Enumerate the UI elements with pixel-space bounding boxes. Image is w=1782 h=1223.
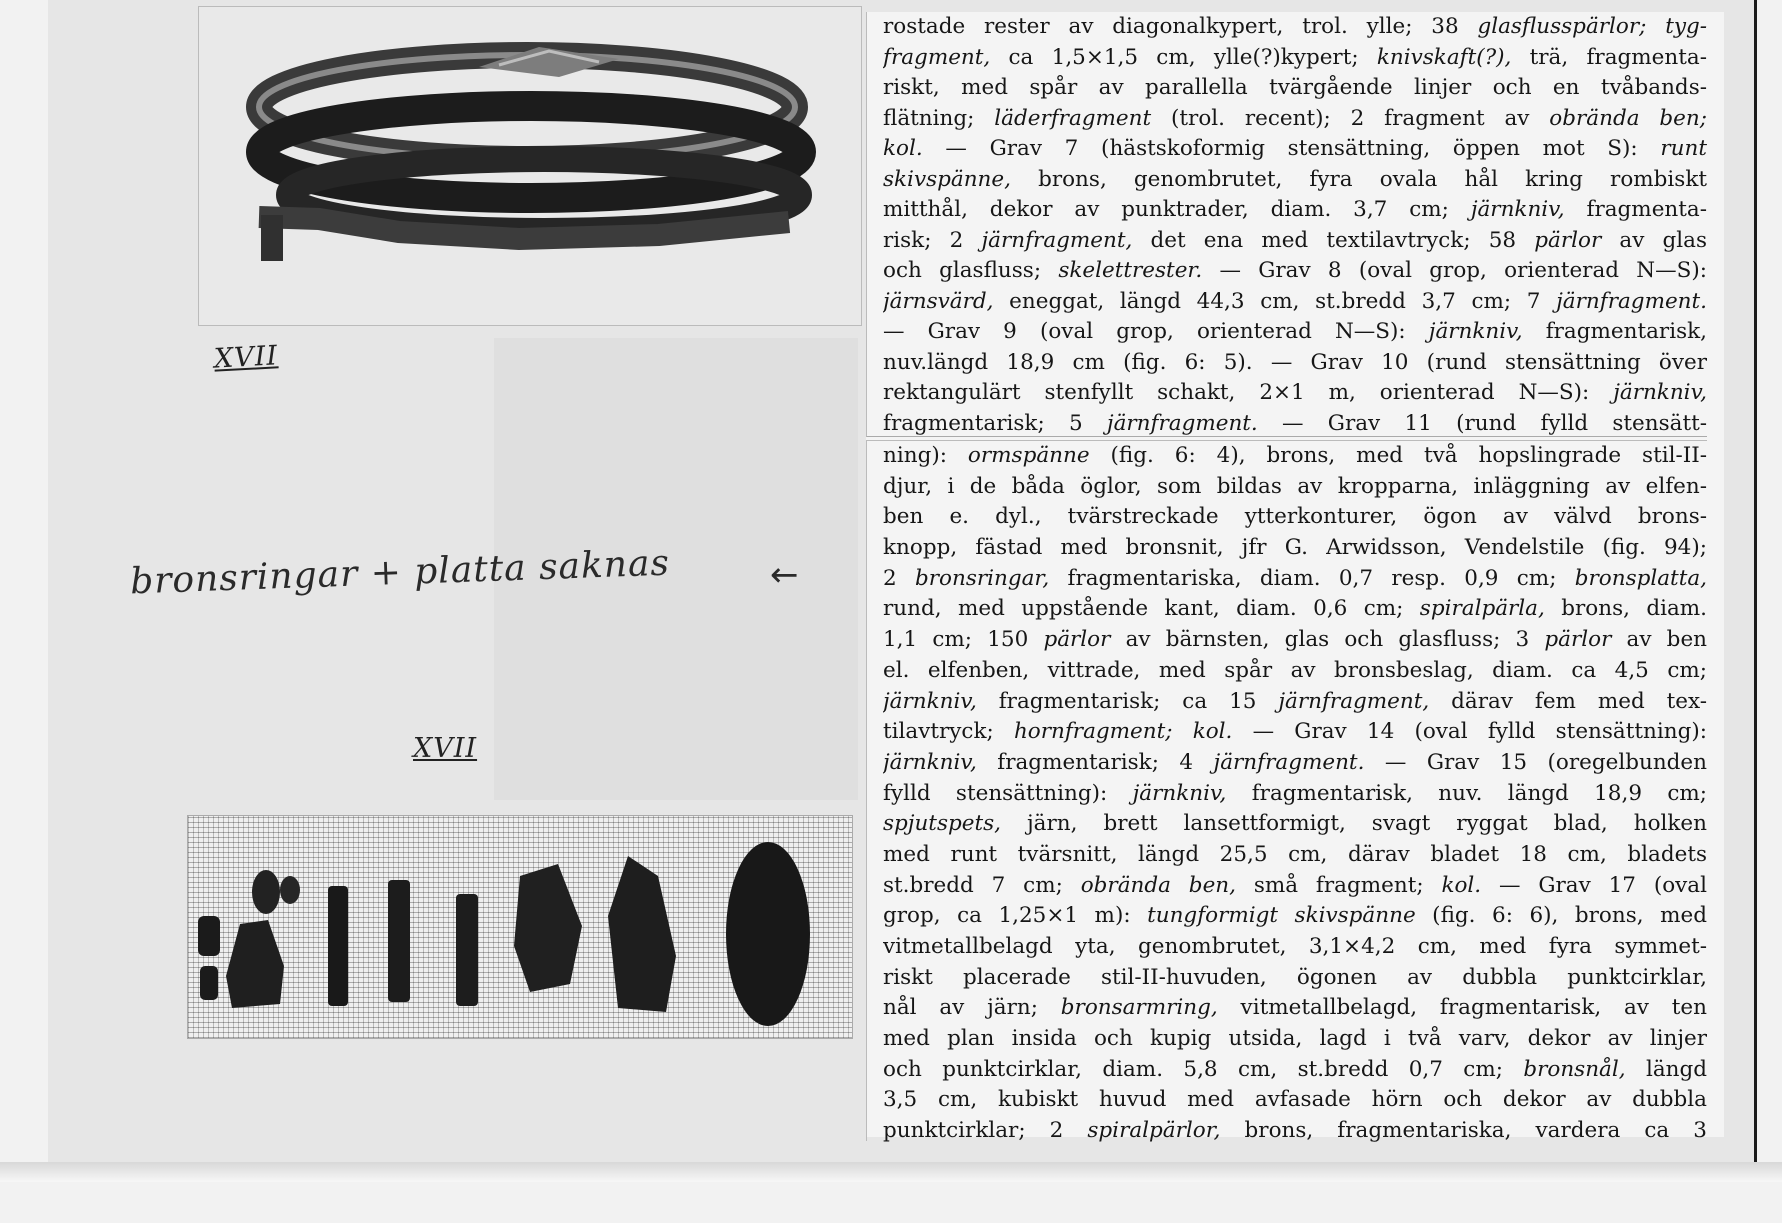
text-segment: fragmentarisk; ca 15 bbox=[976, 688, 1279, 714]
text-segment: djur, i de båda öglor, som bildas av kropparna, inläggning av elfen- bbox=[883, 473, 1707, 499]
arm-ring-image bbox=[199, 7, 861, 325]
iron-fragments-image bbox=[188, 816, 852, 1038]
text-line bbox=[883, 195, 1707, 226]
text-segment: av ben bbox=[1611, 627, 1707, 653]
text-segment: — Grav 7 (hästskoformig stensättning, öppen mot S): bbox=[922, 136, 1661, 161]
text-line bbox=[883, 104, 1707, 135]
text-segment: ca 1,5×1,5 cm, ylle(?)kypert; bbox=[990, 44, 1377, 70]
text-segment: bronsarmring, bbox=[1060, 995, 1218, 1021]
text-segment: järnkniv, bbox=[1428, 319, 1523, 344]
text-segment: — Grav 17 (oval bbox=[1481, 872, 1707, 898]
text-segment: (fig. 6: 6), brons, med bbox=[1415, 903, 1707, 929]
text-segment: grop, ca 1,25×1 m): bbox=[883, 903, 1148, 929]
text-line bbox=[883, 1085, 1707, 1116]
text-segment: pärlor bbox=[1043, 627, 1111, 653]
arrow-left-icon: ← bbox=[770, 555, 799, 595]
text-segment: med runt tvärsnitt, längd 25,5 cm, därav bladet 18 cm, bladets bbox=[883, 841, 1707, 867]
text-line bbox=[883, 932, 1707, 963]
text-segment: riskt placerade stil-II-huvuden, ögonen av dubbla punktcirklar, bbox=[883, 964, 1707, 990]
text-segment: järnkniv, bbox=[883, 749, 977, 775]
catalogue-text-upper bbox=[866, 12, 1707, 437]
text-line bbox=[883, 43, 1707, 74]
text-segment: mitthål, dekor av punktrader, diam. 3,7 cm; bbox=[883, 197, 1471, 222]
text-line bbox=[883, 441, 1707, 472]
text-segment: järnkniv, bbox=[1613, 380, 1707, 405]
text-segment: nål av järn; bbox=[883, 995, 1061, 1021]
text-segment: med plan insida och kupig utsida, lagd i två varv, dekor av linjer bbox=[883, 1026, 1707, 1052]
catalogue-text-lower bbox=[866, 440, 1707, 1144]
text-segment: eneggat, längd 44,3 cm, st.bredd 3,7 cm; 7 bbox=[993, 288, 1557, 314]
text-segment: och glasfluss; bbox=[883, 258, 1059, 283]
text-line bbox=[883, 165, 1707, 196]
text-segment: spiralpärlor, bbox=[1087, 1118, 1221, 1144]
text-line bbox=[883, 256, 1707, 287]
text-segment: pärlor bbox=[1534, 227, 1602, 253]
text-segment: järnfragment, bbox=[1278, 688, 1430, 714]
text-segment: el. elfenben, vittrade, med spår av bronsbeslag, diam. ca 4,5 cm; bbox=[883, 657, 1707, 683]
text-segment: brons, diam. bbox=[1544, 596, 1707, 622]
text-segment: järnfragment, bbox=[981, 227, 1133, 253]
handwritten-note: bronsringar + platta saknas bbox=[129, 542, 671, 603]
text-segment: obrända ben, bbox=[1080, 872, 1236, 898]
text-segment: järnfragment. bbox=[1213, 749, 1365, 775]
text-line bbox=[883, 779, 1707, 810]
figure-label-bottom: XVII bbox=[413, 733, 478, 764]
text-segment: knopp, fästad med bronsnit, jfr G. Arwidsson, Vendelstile (fig. 94); bbox=[883, 535, 1707, 561]
text-segment: rostade rester av diagonalkypert, trol. ylle; 38 bbox=[883, 14, 1478, 39]
text-segment: — Grav 14 (oval fylld stensättning): bbox=[1232, 719, 1707, 745]
text-segment: järnsvärd, bbox=[883, 288, 994, 314]
text-segment: fragment, bbox=[883, 44, 991, 70]
text-segment: bronsnål, bbox=[1523, 1056, 1626, 1082]
text-segment: skelettrester. bbox=[1058, 258, 1203, 283]
text-segment: 2 bbox=[883, 565, 915, 591]
text-line bbox=[883, 12, 1707, 43]
text-line bbox=[883, 502, 1707, 533]
text-line bbox=[883, 594, 1707, 625]
text-segment: trä, fragmenta- bbox=[1511, 44, 1707, 70]
text-segment: fylld stensättning): bbox=[883, 780, 1133, 806]
text-line bbox=[883, 993, 1707, 1024]
text-segment: (fig. 6: 4), brons, med två hopslingrade stil-II- bbox=[1089, 443, 1707, 468]
catalogue-text-panel bbox=[866, 12, 1724, 1144]
text-segment: järnfragment. bbox=[1556, 288, 1707, 314]
text-segment: nuv.längd 18,9 cm (fig. 6: 5). — Grav 10 (rund stensättning över bbox=[883, 349, 1707, 375]
text-segment: fragmenta- bbox=[1564, 197, 1707, 222]
text-line bbox=[883, 687, 1707, 718]
text-segment: runt bbox=[1660, 136, 1707, 161]
text-segment: glasflusspärlor; tyg- bbox=[1477, 14, 1707, 39]
text-segment: hornfragment; kol. bbox=[1013, 719, 1233, 745]
text-segment: brons, fragmentariska, vardera ca 3 bbox=[1220, 1118, 1707, 1144]
text-segment: spiralpärla, bbox=[1419, 596, 1545, 622]
text-line bbox=[883, 564, 1707, 595]
text-segment: järnkniv, bbox=[1470, 197, 1565, 222]
text-segment: järnfragment. bbox=[1106, 410, 1258, 436]
text-segment: riskt, med spår av parallella tvärgående linjer och en tvåbands- bbox=[883, 75, 1707, 100]
text-segment: — Grav 9 (oval grop, orienterad N—S): bbox=[883, 319, 1429, 344]
text-segment: knivskaft(?), bbox=[1376, 44, 1512, 70]
text-segment: fragmentarisk, nuv. längd 18,9 cm; bbox=[1226, 780, 1707, 806]
text-segment: ning): bbox=[883, 443, 968, 468]
text-line bbox=[883, 809, 1707, 840]
text-line bbox=[883, 73, 1707, 104]
text-segment: rund, med uppstående kant, diam. 0,6 cm; bbox=[883, 596, 1420, 622]
text-line bbox=[883, 901, 1707, 932]
text-segment: därav fem med tex- bbox=[1429, 688, 1707, 714]
text-segment: vitmetallbelagd yta, genombrutet, 3,1×4,2 cm, med fyra symmet- bbox=[883, 934, 1707, 959]
text-segment: spjutspets, bbox=[883, 811, 1001, 837]
text-segment: tilavtryck; bbox=[883, 719, 1014, 745]
text-segment: läderfragment bbox=[994, 105, 1152, 131]
text-segment: små fragment; bbox=[1235, 872, 1442, 898]
page-fold-edge bbox=[0, 1162, 1782, 1182]
text-line bbox=[883, 134, 1707, 165]
text-segment: skivspänne, bbox=[883, 166, 1011, 192]
text-line bbox=[883, 287, 1707, 318]
figure-label-top: XVII bbox=[213, 340, 279, 375]
text-segment: av glas bbox=[1601, 227, 1707, 253]
text-line bbox=[883, 472, 1707, 503]
text-line bbox=[883, 409, 1707, 440]
text-segment: brons, genombrutet, fyra ovala hål kring rombiskt bbox=[1010, 166, 1707, 192]
text-segment: — Grav 11 (rund fylld stensätt- bbox=[1257, 410, 1707, 436]
text-segment: pärlor bbox=[1544, 627, 1612, 653]
text-line bbox=[883, 317, 1707, 348]
text-segment: järnkniv, bbox=[1132, 780, 1227, 806]
text-line bbox=[883, 840, 1707, 871]
text-segment: tungformigt skivspänne bbox=[1147, 903, 1416, 929]
text-line bbox=[883, 717, 1707, 748]
text-segment: ben e. dyl., tvärstreckade ytterkonturer, ögon av välvd brons- bbox=[883, 504, 1707, 530]
iron-fragments-photo bbox=[187, 815, 853, 1039]
arm-ring-photo bbox=[198, 6, 862, 326]
text-line bbox=[883, 656, 1707, 687]
text-segment: 3,5 cm, kubiskt huvud med avfasade hörn och dekor av dubbla bbox=[883, 1087, 1707, 1113]
text-line bbox=[883, 625, 1707, 656]
text-segment: — Grav 15 (oregelbunden bbox=[1364, 749, 1707, 775]
text-segment: ormspänne bbox=[967, 443, 1090, 468]
text-segment: rektangulärt stenfyllt schakt, 2×1 m, orienterad N—S): bbox=[883, 380, 1614, 405]
text-segment: punktcirklar; 2 bbox=[883, 1118, 1088, 1144]
text-line bbox=[883, 963, 1707, 994]
text-segment: st.bredd 7 cm; bbox=[883, 872, 1081, 898]
text-segment: fragmentarisk, bbox=[1522, 319, 1707, 344]
text-line bbox=[883, 533, 1707, 564]
text-segment: fragmentarisk; 4 bbox=[976, 749, 1214, 775]
text-line bbox=[883, 748, 1707, 779]
text-line bbox=[883, 378, 1707, 409]
text-segment: och punktcirklar, diam. 5,8 cm, st.bredd 0,7 cm; bbox=[883, 1056, 1524, 1082]
text-segment: 1,1 cm; 150 bbox=[883, 627, 1044, 653]
text-segment: — Grav 8 (oval grop, orienterad N—S): bbox=[1202, 258, 1707, 283]
text-segment: bronsplatta, bbox=[1574, 565, 1707, 591]
text-segment: av bärnsten, glas och glasfluss; 3 bbox=[1110, 627, 1545, 653]
text-line bbox=[883, 226, 1707, 257]
text-line bbox=[883, 1024, 1707, 1055]
text-segment: längd bbox=[1625, 1056, 1707, 1082]
text-segment: det ena med textilavtryck; 58 bbox=[1132, 227, 1535, 253]
text-line bbox=[883, 871, 1707, 902]
text-segment: risk; 2 bbox=[883, 227, 982, 253]
text-segment: kol. bbox=[1441, 872, 1482, 898]
text-line bbox=[883, 1116, 1707, 1147]
text-segment: fragmentarisk; 5 bbox=[883, 410, 1107, 436]
text-segment: järnkniv, bbox=[883, 688, 977, 714]
text-line bbox=[883, 348, 1707, 379]
text-segment: järn, brett lansettformigt, svagt ryggat blad, holken bbox=[1000, 811, 1707, 837]
text-segment: vitmetallbelagd, fragmentarisk, av ten bbox=[1217, 995, 1707, 1021]
text-segment: bronsringar, bbox=[914, 565, 1050, 591]
text-segment: (trol. recent); 2 fragment av bbox=[1151, 105, 1550, 131]
text-segment: kol. bbox=[883, 136, 923, 161]
text-segment: fragmentariska, diam. 0,7 resp. 0,9 cm; bbox=[1049, 565, 1575, 591]
text-segment: obrända ben; bbox=[1549, 105, 1707, 131]
text-segment: flätning; bbox=[883, 105, 995, 131]
text-line bbox=[883, 1055, 1707, 1086]
